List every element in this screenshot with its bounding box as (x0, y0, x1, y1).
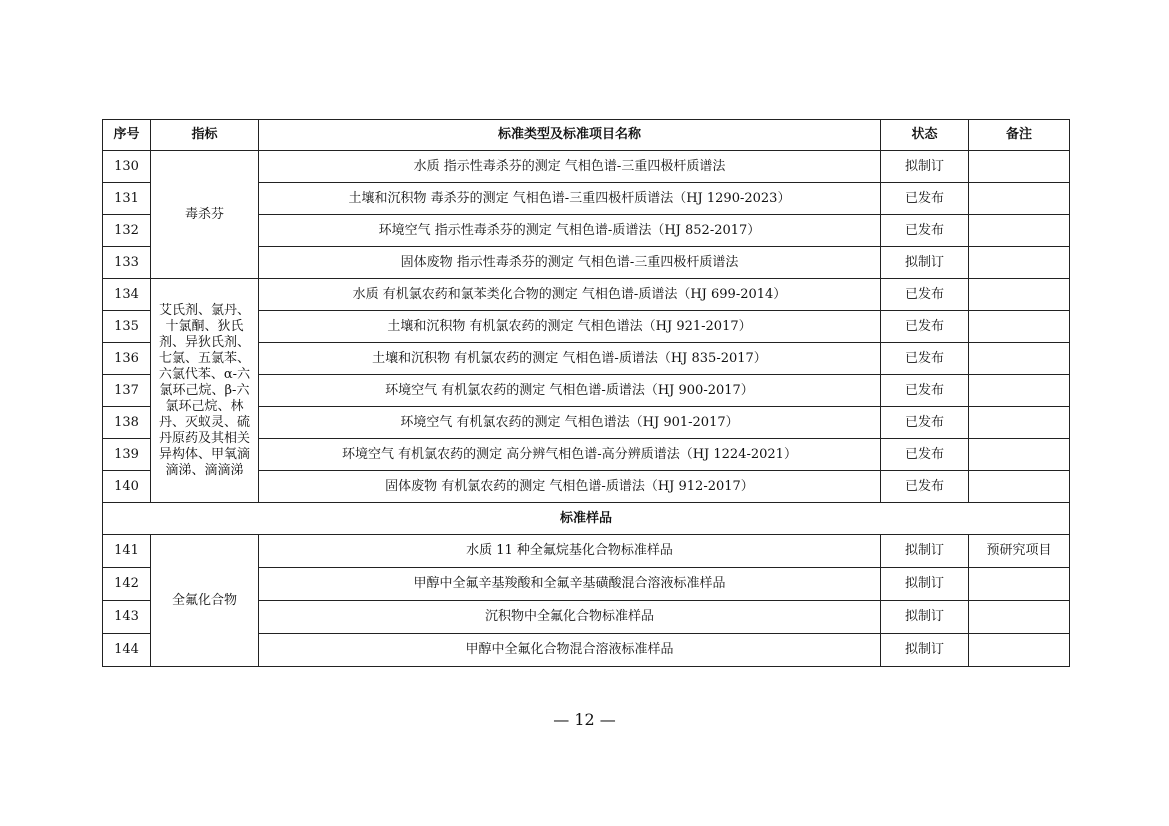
row-number: 131 (103, 183, 151, 215)
standard-name-cell: 环境空气 有机氯农药的测定 高分辨气相色谱-高分辨质谱法（HJ 1224-2021） (259, 439, 881, 471)
status-cell: 已发布 (881, 183, 969, 215)
indicator-cell: 毒杀芬 (151, 151, 259, 279)
row-number: 136 (103, 343, 151, 375)
standards-table (102, 119, 1070, 667)
row-number: 138 (103, 407, 151, 439)
status-cell: 已发布 (881, 215, 969, 247)
standard-name-cell: 环境空气 有机氯农药的测定 气相色谱法（HJ 901-2017） (259, 407, 881, 439)
indicator-cell: 全氟化合物 (151, 535, 259, 667)
standard-name-cell: 固体废物 指示性毒杀芬的测定 气相色谱-三重四极杆质谱法 (259, 247, 881, 279)
row-number: 142 (103, 568, 151, 601)
status-cell: 已发布 (881, 343, 969, 375)
remarks-cell (969, 343, 1070, 375)
status-cell: 已发布 (881, 375, 969, 407)
table-row (103, 279, 1070, 311)
standard-name-cell: 土壤和沉积物 有机氯农药的测定 气相色谱-质谱法（HJ 835-2017） (259, 343, 881, 375)
standard-name-cell: 土壤和沉积物 有机氯农药的测定 气相色谱法（HJ 921-2017） (259, 311, 881, 343)
header-remarks: 备注 (969, 120, 1070, 151)
remarks-cell (969, 215, 1070, 247)
row-number: 140 (103, 471, 151, 503)
standard-name-cell: 水质 有机氯农药和氯苯类化合物的测定 气相色谱-质谱法（HJ 699-2014） (259, 279, 881, 311)
standard-name-cell: 水质 指示性毒杀芬的测定 气相色谱-三重四极杆质谱法 (259, 151, 881, 183)
header-standard-name: 标准类型及标准项目名称 (259, 120, 881, 151)
status-cell: 拟制订 (881, 247, 969, 279)
remarks-cell (969, 279, 1070, 311)
status-cell: 已发布 (881, 439, 969, 471)
header-serial-no: 序号 (103, 120, 151, 151)
status-cell: 拟制订 (881, 151, 969, 183)
status-cell: 拟制订 (881, 535, 969, 568)
status-cell: 拟制订 (881, 568, 969, 601)
standard-name-cell: 水质 11 种全氟烷基化合物标准样品 (259, 535, 881, 568)
status-cell: 拟制订 (881, 634, 969, 667)
row-number: 144 (103, 634, 151, 667)
section-title: 标准样品 (103, 503, 1070, 535)
remarks-cell: 预研究项目 (969, 535, 1070, 568)
row-number: 137 (103, 375, 151, 407)
table-header-row (103, 120, 1070, 151)
table-row (103, 151, 1070, 183)
header-indicator: 指标 (151, 120, 259, 151)
standard-name-cell: 甲醇中全氟辛基羧酸和全氟辛基磺酸混合溶液标准样品 (259, 568, 881, 601)
remarks-cell (969, 183, 1070, 215)
row-number: 139 (103, 439, 151, 471)
section-row (103, 503, 1070, 535)
row-number: 135 (103, 311, 151, 343)
remarks-cell (969, 471, 1070, 503)
remarks-cell (969, 247, 1070, 279)
remarks-cell (969, 375, 1070, 407)
row-number: 141 (103, 535, 151, 568)
header-status: 状态 (881, 120, 969, 151)
row-number: 132 (103, 215, 151, 247)
standard-name-cell: 沉积物中全氟化合物标准样品 (259, 601, 881, 634)
indicator-cell: 艾氏剂、氯丹、十氯酮、狄氏剂、异狄氏剂、七氯、五氯苯、六氯代苯、α-六氯环己烷、β-六氯环己烷、林丹、灭蚁灵、硫丹原药及其相关异构体、甲氧滴滴涕、滴滴涕 (151, 279, 259, 503)
status-cell: 已发布 (881, 279, 969, 311)
standard-name-cell: 环境空气 有机氯农药的测定 气相色谱-质谱法（HJ 900-2017） (259, 375, 881, 407)
remarks-cell (969, 568, 1070, 601)
remarks-cell (969, 439, 1070, 471)
remarks-cell (969, 601, 1070, 634)
row-number: 133 (103, 247, 151, 279)
status-cell: 已发布 (881, 471, 969, 503)
row-number: 130 (103, 151, 151, 183)
status-cell: 拟制订 (881, 601, 969, 634)
row-number: 134 (103, 279, 151, 311)
status-cell: 已发布 (881, 407, 969, 439)
remarks-cell (969, 311, 1070, 343)
standard-name-cell: 环境空气 指示性毒杀芬的测定 气相色谱-质谱法（HJ 852-2017） (259, 215, 881, 247)
remarks-cell (969, 407, 1070, 439)
standard-name-cell: 甲醇中全氟化合物混合溶液标准样品 (259, 634, 881, 667)
table-row (103, 535, 1070, 568)
standard-name-cell: 土壤和沉积物 毒杀芬的测定 气相色谱-三重四极杆质谱法（HJ 1290-2023） (259, 183, 881, 215)
status-cell: 已发布 (881, 311, 969, 343)
remarks-cell (969, 634, 1070, 667)
standard-name-cell: 固体废物 有机氯农药的测定 气相色谱-质谱法（HJ 912-2017） (259, 471, 881, 503)
row-number: 143 (103, 601, 151, 634)
page-number: — 12 — (553, 710, 616, 729)
remarks-cell (969, 151, 1070, 183)
